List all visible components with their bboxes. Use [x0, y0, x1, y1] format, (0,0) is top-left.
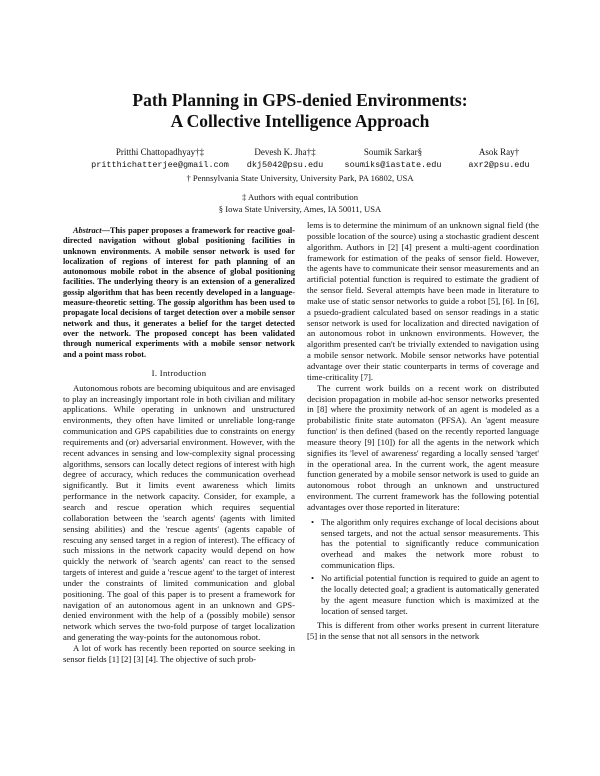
body-paragraph: This is different from other works present in current literature [5] in the sense that not all sensors in the network [307, 620, 539, 642]
author-name: Asok Ray† [478, 147, 520, 157]
author-email: soumiks@iastate.edu [344, 160, 442, 170]
author-name: Pritthi Chattopadhyay†‡ [115, 147, 205, 157]
author-name: Soumik Sarkar§ [363, 147, 423, 157]
left-column [63, 226, 295, 665]
abstract-text: —This paper proposes a framework for reactive goal-directed navigation without global positioning facilities in unknown environments. A mobile sensor network is used for localization of regions of interest for path planning of an autonomous mobile robot in the absence of global positioning facilities. The underlying theory is an extension of a generalized gossip algorithm that has been recently developed in a language-measure-theoretic setting. The gossip algorithm has been used to propagate local decisions of target detection over a mobile sensor network and thus, it generates a belief for the target detected over the network. The proposed concept has been validated through numerical experiments with a mobile sensor network and a point mass robot. [63, 226, 295, 359]
paper-title-line-1: Path Planning in GPS-denied Environments: [132, 90, 468, 110]
section-heading-introduction: I. Introduction [151, 367, 207, 378]
author-email: dkj5042@psu.edu [246, 160, 324, 170]
paper-title-line-2: A Collective Intelligence Approach [170, 111, 430, 131]
body-paragraph: A lot of work has recently been reported on source seeking in sensor fields [1] [2] [3] [4]. The objective of such prob- [63, 642, 295, 664]
body-paragraph: Autonomous robots are becoming ubiquitous and are envisaged to play an increasingly important role in both civilian and military applications. While operating in unknown and unstructured environments, they often have limited or unreliable long-range communication and GPS capabilities due to constraints on energy requirements and (or) adversarial environment. However, with the recent advances in sensing and low-complexity signal processing algorithms, sensors can locally detect regions of interest with high degree of accuracy, which reduces the communication overhead significantly. But it limits event awareness which limits performance in the network capacity. Consider, for example, a search and rescue operation which requires sequential collaboration between the 'search agents' (agents with limited sensing abilities) and the 'rescue agents' (agents capable of rescuing any sensed target in a region of interest). The efficacy of such missions in the network capacity would depend on how quickly the network of 'search agents' can react to the sensed targets of interest and guide a 'rescue agent' to the target of interest under the constraints of limited communication and global positioning. The goal of this paper is to present a framework for navigation of an autonomous agent in an unknown and GPS-denied environment with the help of a (possibly mobile) sensor network which serves the two-fold purpose of target localization and generating the way-points for the autonomous robot. [63, 382, 295, 643]
affiliation-equal-contribution: ‡ Authors with equal contribution [241, 192, 358, 202]
author-name: Devesh K. Jha†‡ [254, 147, 316, 157]
affiliation-psu: † Pennsylvania State University, University Park, PA 16802, USA [186, 173, 414, 183]
advantages-list [307, 517, 539, 617]
abstract [63, 226, 295, 360]
author-email: pritthichatterjee@gmail.com [91, 160, 229, 170]
right-column [307, 220, 539, 642]
body-paragraph: The current work builds on a recent work on distributed decision propagation in mobile ad-hoc sensor networks presented in [8] where the proximity network of an agent is modeled as a probabilistic finite state automaton (PFSA). An 'agent measure function' is then defined (based on the recently reported language measure theory [9] [10]) for all the agents in the network which signifies its 'level of awareness' regarding a locally sensed 'target' in the operational area. In the current work, the agent measure function generated by a mobile sensor network is used to guide an autonomous robot through an unknown and unstructured environment. The current framework has the following potential advantages over those reported in literature: [307, 382, 539, 512]
author-4 [424, 146, 574, 171]
affiliation-isu: § Iowa State University, Ames, IA 50011, USA [218, 204, 382, 214]
body-paragraph: lems is to determine the minimum of an unknown signal field (the possible location of the source) using a stochastic gradient descent algorithm. Authors in [2] [4] present a multi-agent coordination framework for estimation of the peaks of sensor field. However, the agents have to communicate their sensor measurements and an artificial potential function is required to estimate the gradient of the sensor field. Several attempts have been made in literature to make use of static sensor networks to guide a robot [5], [6]. In [6], a psuedo-gradient calculated based on sensor readings in a static sensor network is used for localization and directed navigation of an autonomous robot in unknown environments. However, the algorithm presented can't be trivially extended to navigation using a mobile sensor network. Mobile sensor networks have potential advantage over their static counterparts in terms of coverage and time-criticality [7]. [307, 220, 539, 382]
abstract-label: Abstract [73, 226, 102, 235]
author-email: axr2@psu.edu [468, 160, 530, 170]
list-item: • The algorithm only requires exchange of local decisions about sensed targets, and not the actual sensor measurements. This has the potential to significantly reduce communication overhead and makes the network more robust to communication flips. [321, 517, 539, 571]
list-item: • No artificial potential function is required to guide an agent to the locally detected goal; a gradient is automatically generated by the agent measure function which is maximized at the location of sensed target. [321, 573, 539, 616]
